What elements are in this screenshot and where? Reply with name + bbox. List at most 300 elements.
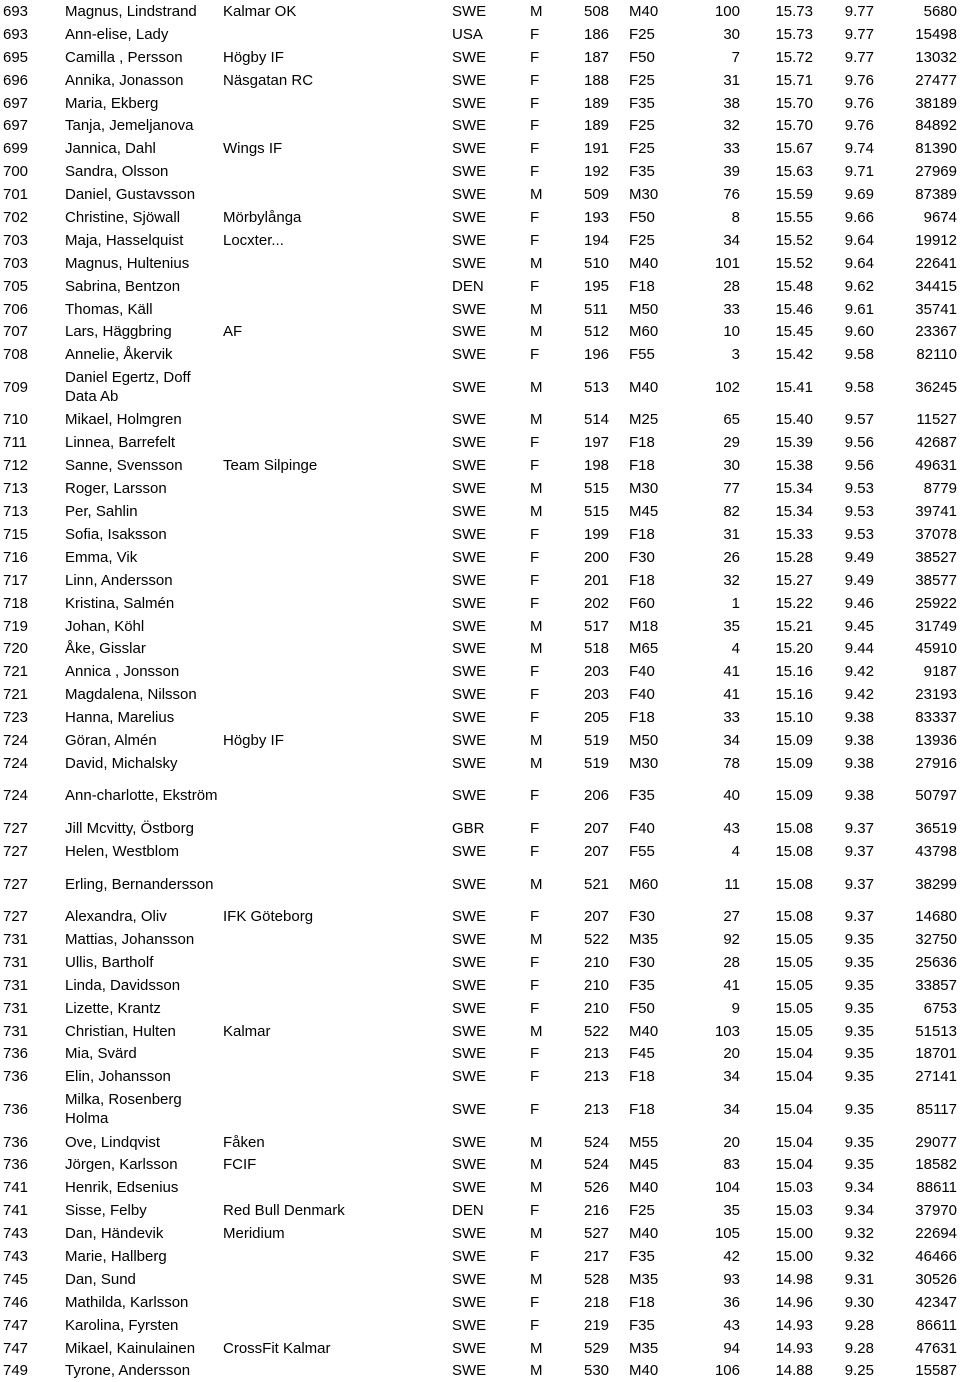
name-cell: Henrik, Edsenius xyxy=(65,1176,223,1199)
name-cell: Mia, Svärd xyxy=(65,1043,223,1066)
class-place-cell: 28 xyxy=(681,275,740,298)
id-cell: 85117 xyxy=(874,1088,960,1130)
class-cell: M60 xyxy=(629,320,681,343)
class-cell: M18 xyxy=(629,615,681,638)
class-place-cell: 43 xyxy=(681,817,740,840)
place-cell: 711 xyxy=(0,431,65,454)
class-cell: F35 xyxy=(629,1314,681,1337)
points-cell: 9.30 xyxy=(813,1291,874,1314)
score-cell: 15.09 xyxy=(740,752,813,775)
name-cell: Jill Mcvitty, Östborg xyxy=(65,817,223,840)
score-cell: 15.63 xyxy=(740,160,813,183)
score-cell: 15.04 xyxy=(740,1065,813,1088)
class-cell: F35 xyxy=(629,92,681,115)
sex-cell: F xyxy=(530,683,584,706)
club-cell: IFK Göteborg xyxy=(223,905,452,928)
nationality-cell: SWE xyxy=(452,366,530,408)
name-cell: Christine, Sjöwall xyxy=(65,206,223,229)
club-cell xyxy=(223,546,452,569)
table-row xyxy=(0,206,960,229)
id-cell: 88611 xyxy=(874,1176,960,1199)
score-cell: 15.52 xyxy=(740,229,813,252)
class-place-cell: 104 xyxy=(681,1176,740,1199)
nationality-cell: SWE xyxy=(452,1291,530,1314)
score-cell: 15.40 xyxy=(740,409,813,432)
score-cell: 15.21 xyxy=(740,615,813,638)
table-row xyxy=(0,46,960,69)
points-cell: 9.77 xyxy=(813,23,874,46)
nationality-cell: SWE xyxy=(452,1020,530,1043)
points-cell: 9.77 xyxy=(813,0,874,23)
nationality-cell: USA xyxy=(452,23,530,46)
nationality-cell: SWE xyxy=(452,206,530,229)
id-cell: 11527 xyxy=(874,409,960,432)
id-cell: 9674 xyxy=(874,206,960,229)
name-cell: Magnus, Hultenius xyxy=(65,252,223,275)
category-place-cell: 216 xyxy=(584,1199,629,1222)
class-place-cell: 1 xyxy=(681,592,740,615)
class-place-cell: 33 xyxy=(681,298,740,321)
club-cell xyxy=(223,1314,452,1337)
category-place-cell: 193 xyxy=(584,206,629,229)
points-cell: 9.34 xyxy=(813,1176,874,1199)
club-cell xyxy=(223,775,452,817)
score-cell: 14.88 xyxy=(740,1360,813,1382)
nationality-cell: SWE xyxy=(452,523,530,546)
class-place-cell: 78 xyxy=(681,752,740,775)
name-cell: Per, Sahlin xyxy=(65,500,223,523)
table-row xyxy=(0,69,960,92)
id-cell: 23193 xyxy=(874,683,960,706)
table-row xyxy=(0,137,960,160)
category-place-cell: 511 xyxy=(584,298,629,321)
points-cell: 9.74 xyxy=(813,137,874,160)
sex-cell: F xyxy=(530,454,584,477)
nationality-cell: SWE xyxy=(452,660,530,683)
name-cell: Mikael, Kainulainen xyxy=(65,1337,223,1360)
id-cell: 42347 xyxy=(874,1291,960,1314)
class-place-cell: 41 xyxy=(681,660,740,683)
table-row xyxy=(0,92,960,115)
place-cell: 713 xyxy=(0,477,65,500)
nationality-cell: SWE xyxy=(452,46,530,69)
place-cell: 709 xyxy=(0,366,65,408)
table-row xyxy=(0,366,960,408)
club-cell xyxy=(223,840,452,863)
place-cell: 741 xyxy=(0,1199,65,1222)
category-place-cell: 526 xyxy=(584,1176,629,1199)
club-cell: Red Bull Denmark xyxy=(223,1199,452,1222)
class-cell: M40 xyxy=(629,1020,681,1043)
name-cell: Göran, Almén xyxy=(65,729,223,752)
class-place-cell: 41 xyxy=(681,974,740,997)
score-cell: 15.05 xyxy=(740,997,813,1020)
place-cell: 736 xyxy=(0,1088,65,1130)
name-cell: Linnea, Barrefelt xyxy=(65,431,223,454)
score-cell: 15.08 xyxy=(740,817,813,840)
place-cell: 721 xyxy=(0,683,65,706)
category-place-cell: 203 xyxy=(584,660,629,683)
place-cell: 724 xyxy=(0,752,65,775)
class-place-cell: 102 xyxy=(681,366,740,408)
id-cell: 37078 xyxy=(874,523,960,546)
club-cell: Näsgatan RC xyxy=(223,69,452,92)
class-cell: F45 xyxy=(629,1043,681,1066)
class-cell: F25 xyxy=(629,23,681,46)
table-row xyxy=(0,817,960,840)
name-cell: Mattias, Johansson xyxy=(65,928,223,951)
nationality-cell: SWE xyxy=(452,431,530,454)
class-place-cell: 35 xyxy=(681,1199,740,1222)
nationality-cell: SWE xyxy=(452,863,530,905)
score-cell: 15.05 xyxy=(740,1020,813,1043)
club-cell xyxy=(223,706,452,729)
name-cell: Sanne, Svensson xyxy=(65,454,223,477)
name-cell: Ove, Lindqvist xyxy=(65,1131,223,1154)
name-cell: Ullis, Bartholf xyxy=(65,951,223,974)
place-cell: 717 xyxy=(0,569,65,592)
table-row xyxy=(0,252,960,275)
sex-cell: F xyxy=(530,817,584,840)
table-row xyxy=(0,1199,960,1222)
class-place-cell: 32 xyxy=(681,569,740,592)
id-cell: 18582 xyxy=(874,1153,960,1176)
score-cell: 15.72 xyxy=(740,46,813,69)
class-cell: F35 xyxy=(629,160,681,183)
points-cell: 9.32 xyxy=(813,1245,874,1268)
club-cell: Wings IF xyxy=(223,137,452,160)
category-place-cell: 203 xyxy=(584,683,629,706)
class-place-cell: 101 xyxy=(681,252,740,275)
nationality-cell: SWE xyxy=(452,683,530,706)
club-cell: Meridium xyxy=(223,1222,452,1245)
points-cell: 9.76 xyxy=(813,114,874,137)
name-cell: Ann-elise, Lady xyxy=(65,23,223,46)
class-cell: M50 xyxy=(629,298,681,321)
name-cell: Daniel, Gustavsson xyxy=(65,183,223,206)
place-cell: 747 xyxy=(0,1314,65,1337)
class-cell: F50 xyxy=(629,46,681,69)
score-cell: 15.33 xyxy=(740,523,813,546)
nationality-cell: SWE xyxy=(452,252,530,275)
class-cell: M40 xyxy=(629,1222,681,1245)
sex-cell: M xyxy=(530,1176,584,1199)
id-cell: 32750 xyxy=(874,928,960,951)
class-place-cell: 33 xyxy=(681,137,740,160)
points-cell: 9.35 xyxy=(813,928,874,951)
place-cell: 746 xyxy=(0,1291,65,1314)
class-place-cell: 39 xyxy=(681,160,740,183)
id-cell: 29077 xyxy=(874,1131,960,1154)
club-cell xyxy=(223,500,452,523)
class-place-cell: 42 xyxy=(681,1245,740,1268)
category-place-cell: 213 xyxy=(584,1088,629,1130)
id-cell: 43798 xyxy=(874,840,960,863)
score-cell: 15.48 xyxy=(740,275,813,298)
points-cell: 9.53 xyxy=(813,500,874,523)
club-cell xyxy=(223,637,452,660)
category-place-cell: 514 xyxy=(584,409,629,432)
club-cell: Högby IF xyxy=(223,729,452,752)
table-row xyxy=(0,1176,960,1199)
table-row xyxy=(0,523,960,546)
sex-cell: F xyxy=(530,1291,584,1314)
score-cell: 15.16 xyxy=(740,660,813,683)
place-cell: 741 xyxy=(0,1176,65,1199)
id-cell: 27141 xyxy=(874,1065,960,1088)
table-row xyxy=(0,1245,960,1268)
category-place-cell: 198 xyxy=(584,454,629,477)
points-cell: 9.49 xyxy=(813,569,874,592)
class-cell: F30 xyxy=(629,951,681,974)
place-cell: 747 xyxy=(0,1337,65,1360)
category-place-cell: 202 xyxy=(584,592,629,615)
club-cell xyxy=(223,817,452,840)
category-place-cell: 527 xyxy=(584,1222,629,1245)
class-cell: F35 xyxy=(629,974,681,997)
class-cell: M40 xyxy=(629,0,681,23)
sex-cell: F xyxy=(530,569,584,592)
place-cell: 699 xyxy=(0,137,65,160)
points-cell: 9.42 xyxy=(813,683,874,706)
sex-cell: M xyxy=(530,298,584,321)
name-cell: Sabrina, Bentzon xyxy=(65,275,223,298)
points-cell: 9.38 xyxy=(813,752,874,775)
nationality-cell: SWE xyxy=(452,0,530,23)
sex-cell: F xyxy=(530,431,584,454)
score-cell: 15.71 xyxy=(740,69,813,92)
nationality-cell: SWE xyxy=(452,454,530,477)
score-cell: 15.70 xyxy=(740,92,813,115)
id-cell: 13936 xyxy=(874,729,960,752)
table-row xyxy=(0,569,960,592)
class-place-cell: 7 xyxy=(681,46,740,69)
score-cell: 15.34 xyxy=(740,477,813,500)
sex-cell: F xyxy=(530,1065,584,1088)
score-cell: 14.98 xyxy=(740,1268,813,1291)
place-cell: 720 xyxy=(0,637,65,660)
class-cell: F18 xyxy=(629,569,681,592)
class-place-cell: 36 xyxy=(681,1291,740,1314)
category-place-cell: 205 xyxy=(584,706,629,729)
category-place-cell: 529 xyxy=(584,1337,629,1360)
class-cell: F25 xyxy=(629,69,681,92)
name-cell: Roger, Larsson xyxy=(65,477,223,500)
table-row xyxy=(0,1337,960,1360)
class-place-cell: 11 xyxy=(681,863,740,905)
table-row xyxy=(0,0,960,23)
category-place-cell: 206 xyxy=(584,775,629,817)
class-place-cell: 106 xyxy=(681,1360,740,1382)
id-cell: 27477 xyxy=(874,69,960,92)
class-place-cell: 31 xyxy=(681,69,740,92)
class-cell: F18 xyxy=(629,275,681,298)
table-row xyxy=(0,275,960,298)
points-cell: 9.32 xyxy=(813,1222,874,1245)
class-place-cell: 4 xyxy=(681,637,740,660)
class-place-cell: 4 xyxy=(681,840,740,863)
points-cell: 9.53 xyxy=(813,477,874,500)
nationality-cell: SWE xyxy=(452,775,530,817)
score-cell: 15.05 xyxy=(740,951,813,974)
id-cell: 25922 xyxy=(874,592,960,615)
category-place-cell: 515 xyxy=(584,500,629,523)
points-cell: 9.35 xyxy=(813,1153,874,1176)
club-cell xyxy=(223,997,452,1020)
table-row xyxy=(0,1131,960,1154)
category-place-cell: 192 xyxy=(584,160,629,183)
club-cell xyxy=(223,928,452,951)
sex-cell: F xyxy=(530,1245,584,1268)
table-row xyxy=(0,775,960,817)
nationality-cell: SWE xyxy=(452,1360,530,1382)
points-cell: 9.42 xyxy=(813,660,874,683)
sex-cell: F xyxy=(530,951,584,974)
nationality-cell: SWE xyxy=(452,997,530,1020)
table-row xyxy=(0,752,960,775)
score-cell: 15.04 xyxy=(740,1088,813,1130)
club-cell xyxy=(223,366,452,408)
table-row xyxy=(0,863,960,905)
class-cell: F25 xyxy=(629,137,681,160)
class-place-cell: 9 xyxy=(681,997,740,1020)
nationality-cell: SWE xyxy=(452,928,530,951)
id-cell: 45910 xyxy=(874,637,960,660)
club-cell xyxy=(223,752,452,775)
table-row xyxy=(0,1153,960,1176)
name-cell: Christian, Hulten xyxy=(65,1020,223,1043)
score-cell: 15.10 xyxy=(740,706,813,729)
club-cell xyxy=(223,660,452,683)
club-cell xyxy=(223,1088,452,1130)
class-place-cell: 10 xyxy=(681,320,740,343)
nationality-cell: SWE xyxy=(452,951,530,974)
table-row xyxy=(0,1065,960,1088)
points-cell: 9.37 xyxy=(813,863,874,905)
place-cell: 696 xyxy=(0,69,65,92)
nationality-cell: SWE xyxy=(452,92,530,115)
class-cell: F35 xyxy=(629,775,681,817)
place-cell: 701 xyxy=(0,183,65,206)
table-row xyxy=(0,1268,960,1291)
sex-cell: F xyxy=(530,275,584,298)
id-cell: 8779 xyxy=(874,477,960,500)
points-cell: 9.66 xyxy=(813,206,874,229)
points-cell: 9.35 xyxy=(813,1131,874,1154)
table-row xyxy=(0,637,960,660)
name-cell: Hanna, Marelius xyxy=(65,706,223,729)
class-place-cell: 35 xyxy=(681,615,740,638)
class-cell: M40 xyxy=(629,366,681,408)
class-place-cell: 40 xyxy=(681,775,740,817)
place-cell: 705 xyxy=(0,275,65,298)
score-cell: 15.05 xyxy=(740,928,813,951)
nationality-cell: SWE xyxy=(452,1222,530,1245)
points-cell: 9.35 xyxy=(813,997,874,1020)
club-cell: FCIF xyxy=(223,1153,452,1176)
sex-cell: F xyxy=(530,69,584,92)
id-cell: 23367 xyxy=(874,320,960,343)
class-cell: M35 xyxy=(629,1337,681,1360)
category-place-cell: 518 xyxy=(584,637,629,660)
club-cell xyxy=(223,114,452,137)
points-cell: 9.60 xyxy=(813,320,874,343)
id-cell: 34415 xyxy=(874,275,960,298)
club-cell xyxy=(223,863,452,905)
score-cell: 15.28 xyxy=(740,546,813,569)
id-cell: 14680 xyxy=(874,905,960,928)
table-row xyxy=(0,683,960,706)
category-place-cell: 201 xyxy=(584,569,629,592)
sex-cell: M xyxy=(530,863,584,905)
id-cell: 15587 xyxy=(874,1360,960,1382)
place-cell: 712 xyxy=(0,454,65,477)
class-cell: F50 xyxy=(629,206,681,229)
points-cell: 9.71 xyxy=(813,160,874,183)
score-cell: 15.00 xyxy=(740,1245,813,1268)
category-place-cell: 197 xyxy=(584,431,629,454)
name-cell: Magnus, Lindstrand xyxy=(65,0,223,23)
class-place-cell: 93 xyxy=(681,1268,740,1291)
category-place-cell: 528 xyxy=(584,1268,629,1291)
name-cell: Mathilda, Karlsson xyxy=(65,1291,223,1314)
category-place-cell: 524 xyxy=(584,1131,629,1154)
sex-cell: M xyxy=(530,928,584,951)
table-row xyxy=(0,454,960,477)
place-cell: 703 xyxy=(0,229,65,252)
place-cell: 743 xyxy=(0,1222,65,1245)
table-row xyxy=(0,1020,960,1043)
club-cell xyxy=(223,592,452,615)
place-cell: 716 xyxy=(0,546,65,569)
score-cell: 14.96 xyxy=(740,1291,813,1314)
name-cell: Tyrone, Andersson xyxy=(65,1360,223,1382)
sex-cell: M xyxy=(530,500,584,523)
name-cell: Marie, Hallberg xyxy=(65,1245,223,1268)
class-place-cell: 76 xyxy=(681,183,740,206)
category-place-cell: 195 xyxy=(584,275,629,298)
club-cell xyxy=(223,683,452,706)
id-cell: 38527 xyxy=(874,546,960,569)
category-place-cell: 512 xyxy=(584,320,629,343)
class-place-cell: 20 xyxy=(681,1043,740,1066)
id-cell: 82110 xyxy=(874,343,960,366)
place-cell: 736 xyxy=(0,1153,65,1176)
place-cell: 693 xyxy=(0,23,65,46)
club-cell xyxy=(223,23,452,46)
club-cell xyxy=(223,569,452,592)
id-cell: 51513 xyxy=(874,1020,960,1043)
class-place-cell: 105 xyxy=(681,1222,740,1245)
class-place-cell: 38 xyxy=(681,92,740,115)
club-cell: Team Silpinge xyxy=(223,454,452,477)
score-cell: 15.55 xyxy=(740,206,813,229)
sex-cell: F xyxy=(530,1043,584,1066)
points-cell: 9.38 xyxy=(813,775,874,817)
id-cell: 9187 xyxy=(874,660,960,683)
category-place-cell: 199 xyxy=(584,523,629,546)
sex-cell: M xyxy=(530,1222,584,1245)
category-place-cell: 509 xyxy=(584,183,629,206)
sex-cell: M xyxy=(530,183,584,206)
class-cell: F25 xyxy=(629,1199,681,1222)
class-cell: F30 xyxy=(629,546,681,569)
class-place-cell: 43 xyxy=(681,1314,740,1337)
class-cell: M55 xyxy=(629,1131,681,1154)
sex-cell: M xyxy=(530,366,584,408)
table-row xyxy=(0,905,960,928)
points-cell: 9.58 xyxy=(813,366,874,408)
